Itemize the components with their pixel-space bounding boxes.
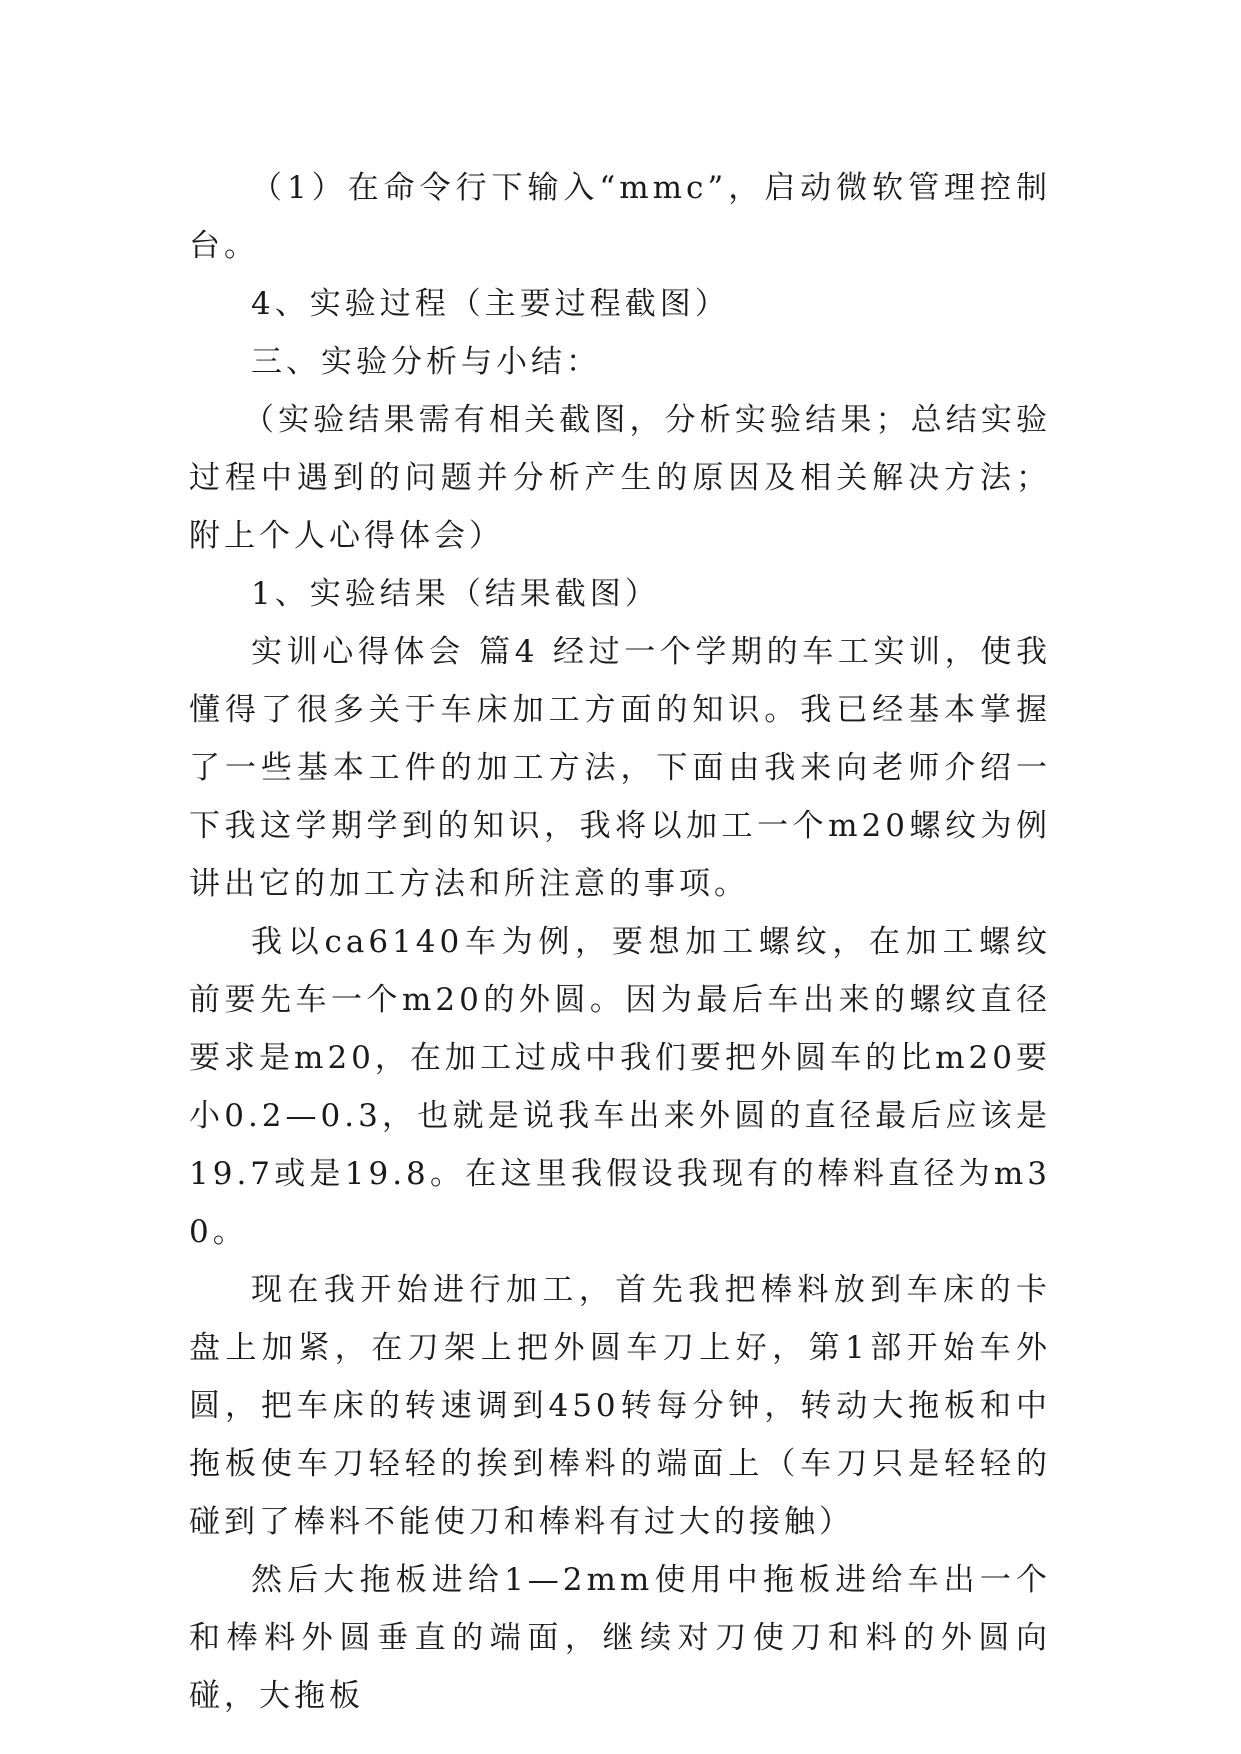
paragraph-section-4-heading: 4、实验过程（主要过程截图） <box>251 286 730 322</box>
paragraph-analysis-instructions: （实验结果需有相关截图，分析实验结果；总结实验过程中遇到的问题并分析产生的原因及相关解决方法；附上个人心得体会） <box>189 402 1051 554</box>
paragraph-step-1-mmc: （1）在命令行下输入“mmc”，启动微软管理控制台。 <box>189 170 1051 264</box>
paragraph-machining-start: 现在我开始进行加工，首先我把棒料放到车床的卡盘上加紧，在刀架上把外圆车刀上好，第1部开始车外圆，把车床的转速调到450转每分钟，转动大拖板和中拖板使车刀轻轻的挨到棒料的端面上（车刀只是轻轻的碰到了棒料不能使刀和棒料有过大的接触） <box>189 1272 1051 1540</box>
paragraph-training-reflection: 实训心得体会 篇4 经过一个学期的车工实训，使我懂得了很多关于车床加工方面的知识。我已经基本掌握了一些基本工件的加工方法，下面由我来向老师介绍一下我这学期学到的知识，我将以加工一个m20螺纹为例讲出它的加工方法和所注意的事项。 <box>189 634 1051 902</box>
document-body <box>189 159 1051 1725</box>
paragraph-section-3-heading: 三、实验分析与小结： <box>251 344 601 380</box>
paragraph-ca6140-example: 我以ca6140车为例，要想加工螺纹，在加工螺纹前要先车一个m20的外圆。因为最后车出来的螺纹直径要求是m20，在加工过成中我们要把外圆车的比m20要小0.2—0.3，也就是说我车出来外圆的直径最后应该是19.7或是19.8。在这里我假设我现有的棒料直径为m30。 <box>189 924 1051 1250</box>
paragraph-feed-process: 然后大拖板进给1—2mm使用中拖板进给车出一个和棒料外圆垂直的端面，继续对刀使刀和料的外圆向碰，大拖板 <box>189 1562 1051 1714</box>
paragraph-results-heading: 1、实验结果（结果截图） <box>251 576 660 612</box>
